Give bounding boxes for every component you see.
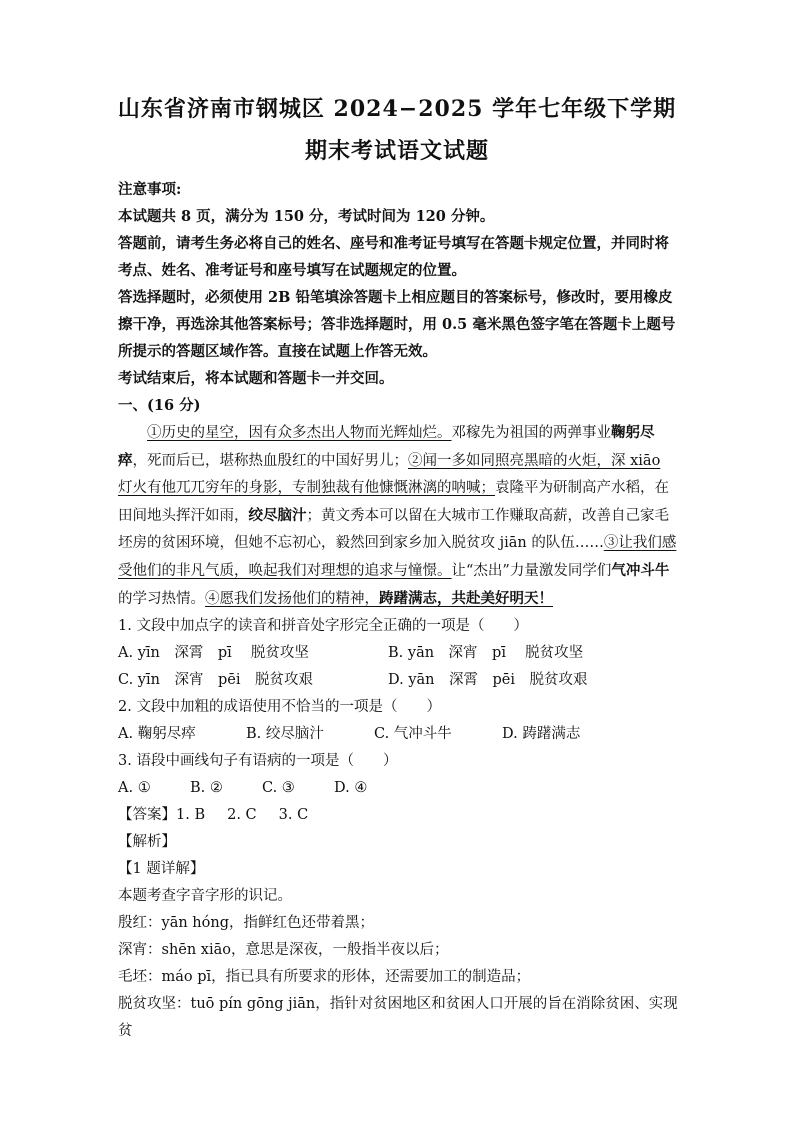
passage-text: ；黄文秀本可以留在大城市工作赚取高薪，改善自己家毛坯房的贫困环境，但她不忘初心，毅然回到家乡加入脱贫攻 jiān 的队伍……	[118, 508, 669, 551]
reading-passage	[118, 419, 678, 613]
answer-3: 3. C	[278, 807, 309, 823]
passage-sentence-4: ④愿我们发扬他们的精神，	[205, 591, 379, 607]
answer-1: 1. B	[176, 807, 206, 823]
passage-text: 邓稼先为祖国的两弹事业	[451, 425, 611, 441]
passage-text: 袁隆平为研制高产水稻，在田间地头挥汗如雨，	[118, 480, 669, 524]
passage-sentence-3: ③让我们感受他们的非凡气质，唤起我们对理想的追求与憧憬。	[118, 535, 677, 579]
section-heading: 一、(16 分)	[118, 397, 201, 414]
detail-label: 【1 题详解】	[118, 861, 205, 877]
q1-option-b: B. yān 深宵 pī 脱贫攻坚	[388, 645, 584, 661]
q3-option-b: B. ②	[190, 780, 223, 796]
question-1-options-row2	[118, 667, 678, 694]
exam-title-line2: 期末考试语文试题	[304, 138, 489, 164]
passage-text: 让“杰出”力量激发同学们	[451, 563, 612, 579]
question-3-options	[118, 775, 678, 802]
detail-intro: 本题考查字音字形的识记。	[118, 888, 292, 904]
notice-line-2: 答题前，请考生务必将自己的姓名、座号和准考证号填写在答题卡规定位置，并同时将考点、姓名、准考证号和座号填写在试题规定的位置。	[118, 235, 669, 279]
passage-sentence-4-end: ，共赴美好明天！	[437, 590, 553, 607]
notice-line-4: 考试结束后，将本试题和答题卡一并交回。	[118, 370, 394, 387]
detail-item-1: 殷红：yān hóng，指鲜红色还带着黑；	[118, 915, 374, 931]
exam-content	[118, 176, 678, 1045]
question-2-stem: 2. 文段中加粗的成语使用不恰当的一项是（ ）	[118, 699, 441, 715]
q3-option-a: A. ①	[118, 780, 151, 796]
idiom-4: 踌躇满志	[379, 590, 437, 607]
passage-text: ，死而后已，堪称热血殷红的中国好男儿；	[132, 453, 408, 469]
idiom-2: 绞尽脑汁	[248, 507, 307, 524]
detail-item-2: 深宵：shēn xiāo，意思是深夜，一般指半夜以后；	[118, 942, 449, 958]
answer-line	[118, 802, 678, 829]
passage-text: 的学习热情。	[118, 591, 205, 607]
detail-item-3: 毛坯：máo pī，指已具有所要求的形体，还需要加工的制造品；	[118, 969, 531, 985]
passage-sentence-2: ②闻一多如同照亮黑暗的火炬，深 xiāo 灯火有他兀兀穷年的身影，专制独裁有他慷慨淋漓的呐喊；	[118, 453, 661, 496]
q3-option-c: C. ③	[262, 780, 295, 796]
passage-sentence-1: ①历史的星空，因有众多杰出人物而光辉灿烂。	[147, 425, 452, 441]
idiom-3: 气冲斗牛	[611, 562, 670, 579]
q1-option-d: D. yān 深霄 pēi 脱贫攻艰	[388, 672, 588, 688]
detail-item-4: 脱贫攻坚：tuō pín gōng jiān，指针对贫困地区和贫困人口开展的旨在消除贫困、实现贫	[118, 996, 678, 1039]
q2-option-b: B. 绞尽脑汁	[246, 726, 324, 742]
question-2-options	[118, 721, 678, 748]
notice-line-3: 答选择题时，必须使用 2B 铅笔填涂答题卡上相应题目的答案标号，修改时，要用橡皮擦干净，再选涂其他答案标号；答非选择题时，用 0.5 毫米黑色签字笔在答题卡上题号所提示的答题区域作答。直接在试题上作答无效。	[118, 289, 676, 360]
q2-option-c: C. 气冲斗牛	[374, 726, 452, 742]
question-1-stem: 1. 文段中加点字的读音和拼音处字形完全正确的一项是（ ）	[118, 618, 528, 634]
q2-option-d: D. 踌躇满志	[502, 726, 581, 742]
question-1-options-row1	[118, 640, 678, 667]
notice-heading: 注意事项:	[118, 181, 182, 198]
q2-option-a: A. 鞠躬尽瘁	[118, 726, 196, 742]
exam-title-line1: 山东省济南市钢城区 2024−2025 学年七年级下学期	[117, 96, 677, 122]
answer-label: 【答案】	[118, 807, 176, 823]
answer-2: 2. C	[227, 807, 257, 823]
q1-option-a: A. yīn 深霄 pī 脱贫攻坚	[118, 645, 309, 661]
idiom-1: 鞠躬尽瘁	[118, 424, 655, 469]
analysis-label: 【解析】	[118, 834, 176, 850]
q3-option-d: D. ④	[334, 780, 368, 796]
question-3-stem: 3. 语段中画线句子有语病的一项是（ ）	[118, 753, 398, 769]
notice-line-1: 本试题共 8 页，满分为 150 分，考试时间为 120 分钟。	[118, 208, 495, 225]
q1-option-c: C. yīn 深宵 pēi 脱贫攻艰	[118, 672, 313, 688]
